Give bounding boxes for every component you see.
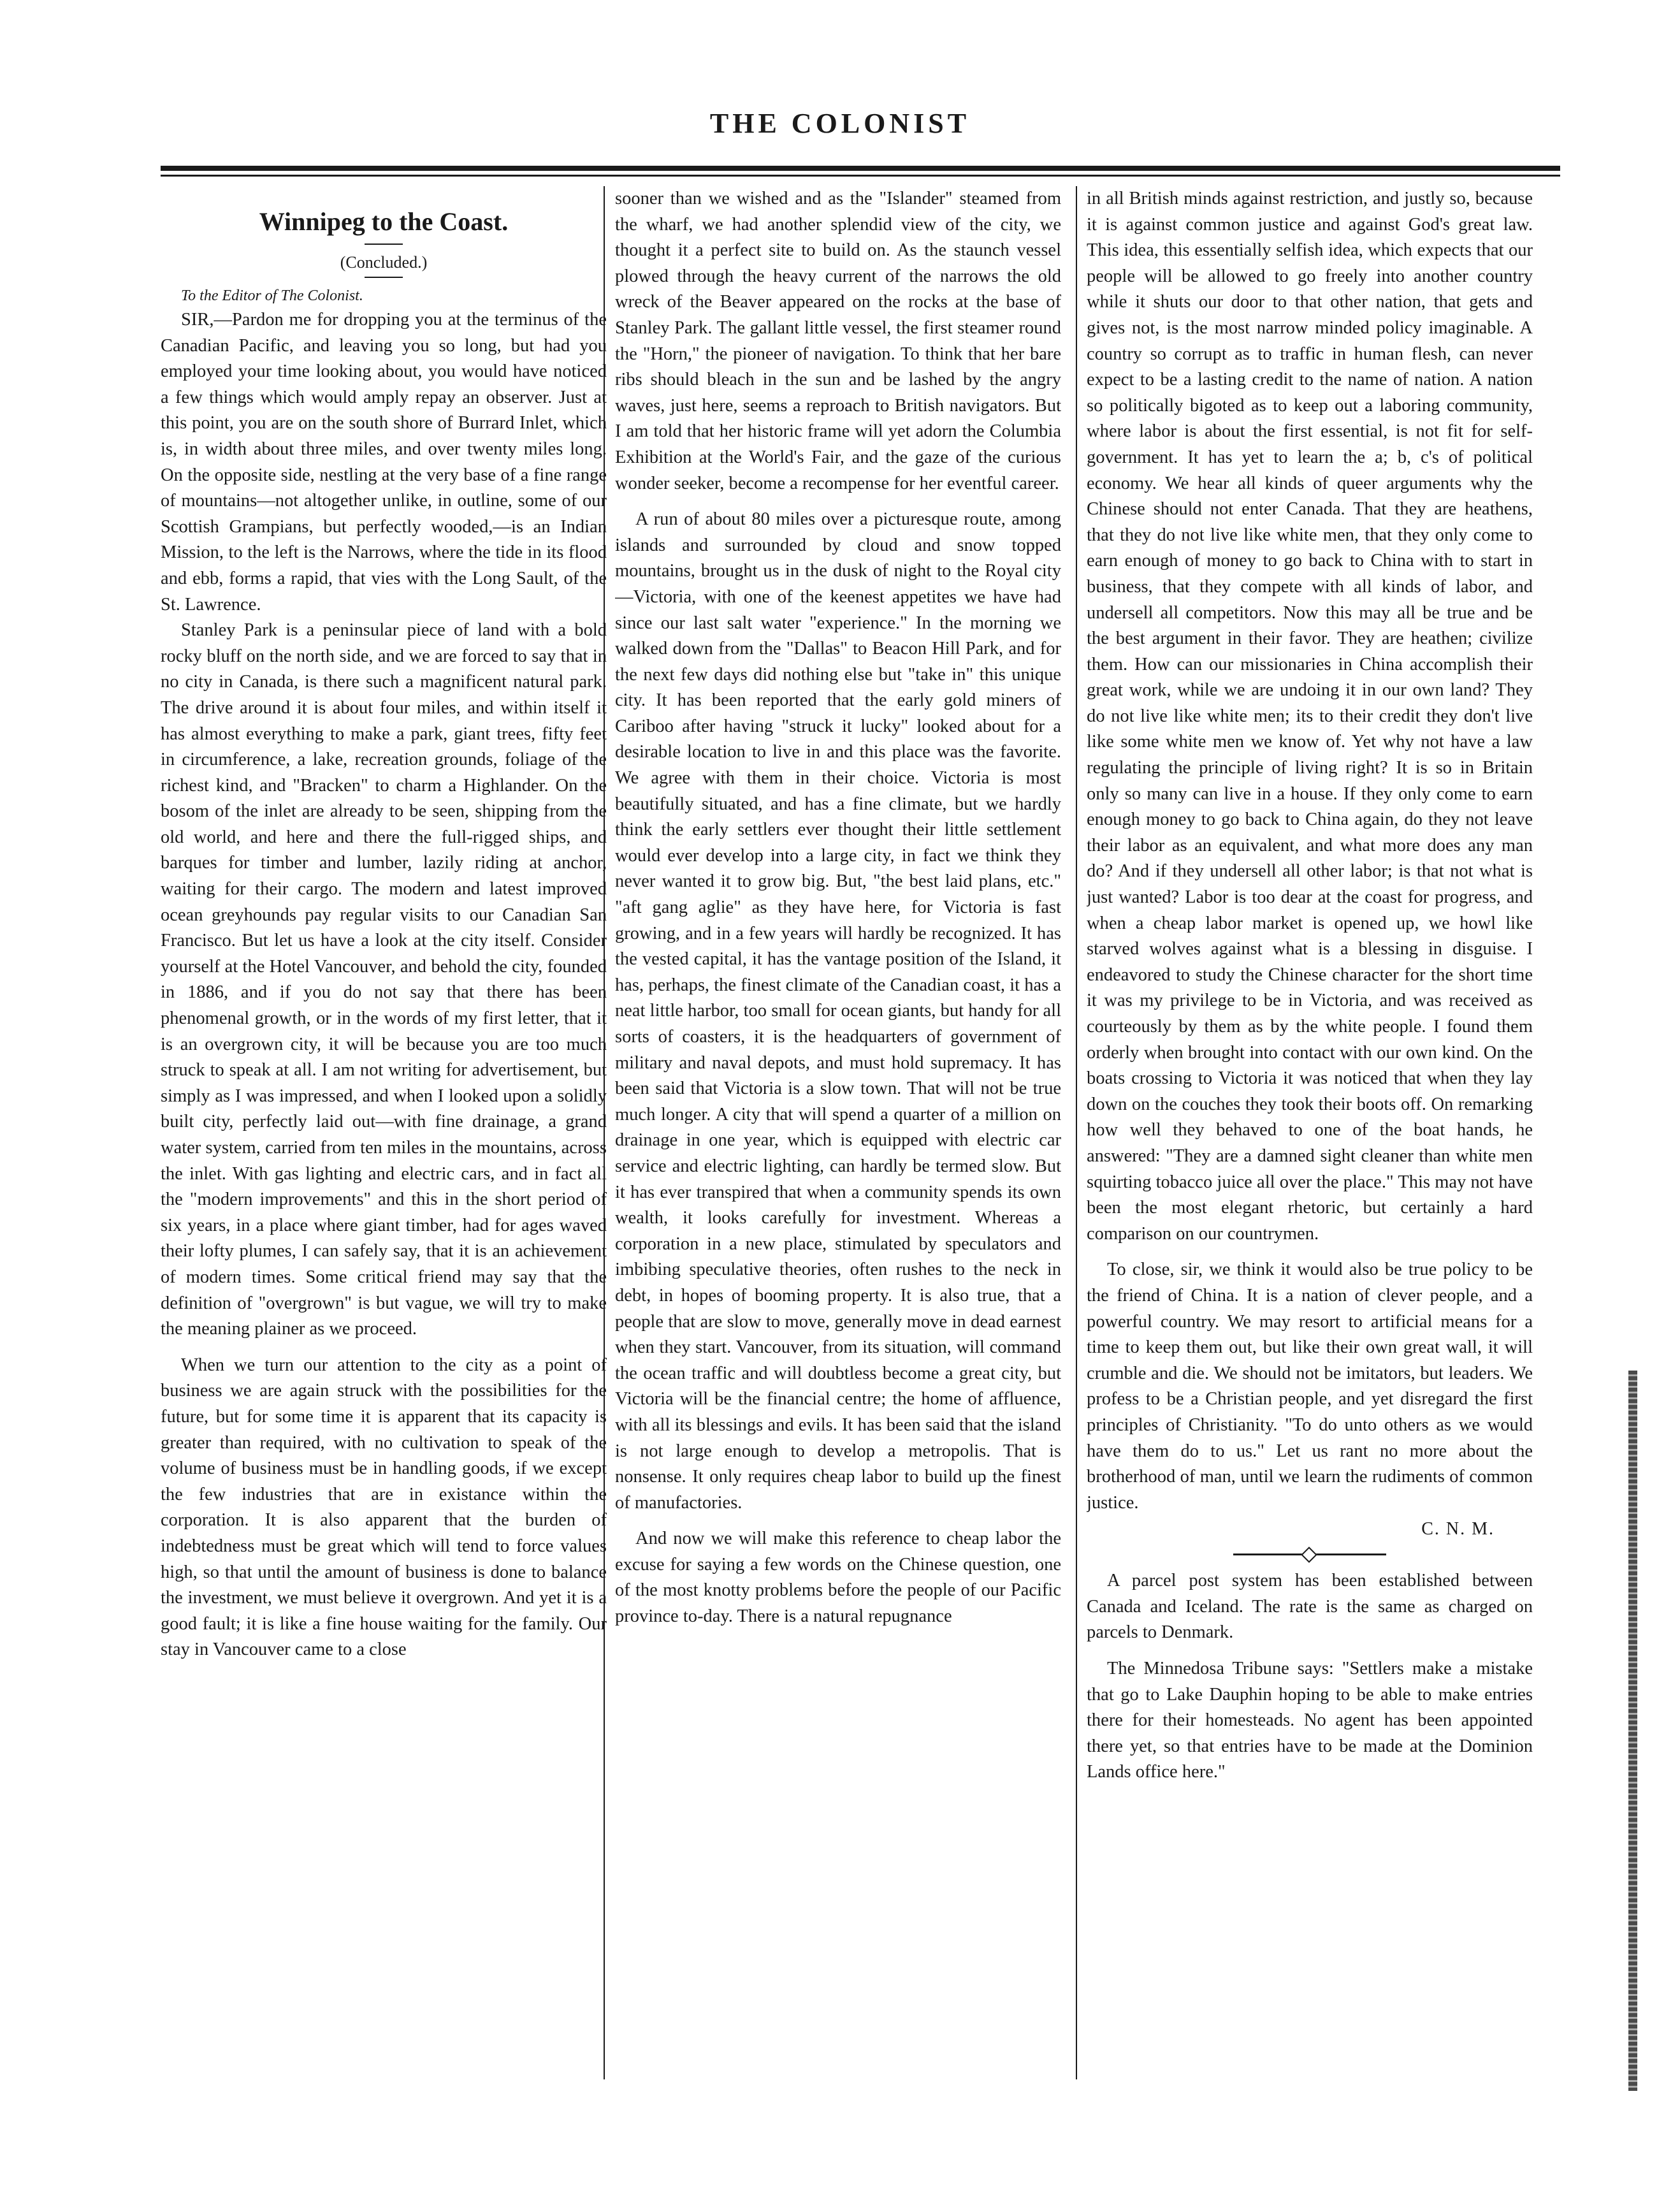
- article-paragraph: SIR,—Pardon me for dropping you at the terminus of the Canadian Pacific, and leaving you so long, but had you employed your time looking about, you would have noticed a few things which would amply repay an observer. Just at this point, you are on the south shore of Burrard Inlet, which is, in width about three miles, and over twenty miles long. On the opposite side, nestling at the very base of a fine range of mountains—not altogether unlike, in outline, some of our Scottish Grampians, but perfectly wooded,—is an Indian Mission, to the left is the Narrows, where the tide in its flood and ebb, forms a rapid, that vies with the Long Sault, of the St. Lawrence.: [161, 310, 607, 615]
- column-3: [1087, 186, 1533, 2118]
- headline-dash: [365, 244, 403, 245]
- article-subhead: (Concluded.): [340, 253, 428, 272]
- article-paragraph: When we turn our attention to the city as a point of business we are again struck with the possibilities for the future, but for some time it is apparent that its capacity is greater than required, with no cultivation to speak of the volume of business must be in handling goods, if we except the few industries that are in existance within the corporation. It is also apparent that the burden of indebtedness must be great which will tend to force values high, so that until the amount of business is done to balance the investment, we must believe it overgrown. And yet it is a good fault; it is like a fine house waiting for the family. Our stay in Vancouver came to a close: [161, 1355, 607, 1660]
- article-paragraph: Stanley Park is a peninsular piece of land with a bold rocky bluff on the north side, and we are forced to say that in no city in Canada, is there such a magnificent natural park. The drive around it is about four miles, and within itself it has almost everything to make a park, giant trees, fifty feet in circumference, a lake, recreation grounds, foliage of the richest kind, and "Bracken" to charm a Highlander. On the bosom of the inlet are already to be seen, shipping from the old world, and here and there the full-rigged ships, and barques for timber and lumber, lazily riding at anchor, waiting for their cargo. The modern and latest improved ocean greyhounds pay regular visits to our Canadian San Francisco. But let us have a look at the city itself. Consider yourself at the Hotel Vancouver, and behold the city, founded in 1886, and if you do not say that there has been phenomenal growth, or in the words of my first letter, that it is an overgrown city, it will be because you are too much struck to speak at all. I am not writing for advertisement, but simply as I was impressed, and when I looked upon a solidly built city, perfectly laid out—with fine drainage, a grand water system, carried from ten miles in the mountains, across the inlet. With gas lighting and electric cars, and in fact all the "modern improvements" and this in the short period of six years, in a place where giant timber, had for ages waved their lofty plumes, I can safely say, that it is an achievement of modern times. Some critical friend may say that the definition of "overgrown" is but vague, we will try to make the meaning plainer as we proceed.: [161, 620, 607, 1339]
- subhead-dash: [365, 277, 403, 278]
- news-note: A parcel post system has been established between Canada and Iceland. The rate is the same as charged on parcels to Denmark.: [1087, 1571, 1533, 1643]
- column-2: [615, 186, 1061, 2118]
- column-divider: [1076, 186, 1077, 2079]
- article-paragraph: A run of about 80 miles over a picturesque route, among islands and surrounded by cloud and snow topped mountains, brought us in the dusk of night to the Royal city—Victoria, with one of the keenest appetites we have had since our last salt water "experience." In the morning we walked down from the "Dallas" to Beacon Hill Park, and for the next few days did nothing else but "take in" this unique city. It has been reported that the early gold miners of Cariboo after having "struck it lucky" looked about for a desirable location to live in and this place was the favorite. We agree with them in their choice. Victoria is most beautifully situated, and has a fine climate, but we hardly think the early settlers ever thought their little settlement would ever develop into a large city, in fact we think they never wanted it to grow big. But, "the best laid plans, etc." "aft gang aglie" as they have here, for Victoria is fast growing, and in a few years will hardly be recognized. It has the vested capital, it has the vantage position of the Island, it has, perhaps, the finest climate of the Canadian coast, it has a neat little harbor, too small for ocean giants, but handy for all sorts of coasters, it is the headquarters of government of military and naval depots, and must hold supremacy. It has been said that Victoria is a slow town. That will not be true much longer. A city that will spend a quarter of a million on drainage in one year, which is equipped with electric car service and electric lighting, can hardly be termed slow. But it has ever transpired that when a community spends its own wealth, it looks carefully for investment. Whereas a corporation in a new place, stimulated by speculators and imbibing speculative theories, often rushes to the neck in debt, in hopes of booming property. It is also true, that a people that are slow to move, generally move in dead earnest when they start. Vancouver, from its situation, will command the ocean traffic and will doubtless become a great city, but Victoria will be the financial centre; the home of affluence, with all its blessings and evils. It has been said that the island is not large enough to develop a metropolis. That is nonsense. It only requires cheap labor to build up the finest of manufactories.: [615, 509, 1061, 1513]
- section-ornament: [1087, 1548, 1533, 1561]
- article-paragraph: To close, sir, we think it would also be true policy to be the friend of China. It is a nation of clever people, and a powerful country. We may resort to artificial means for a time to keep them out, but like their own great wall, it will crumble and die. We should not be imitators, but leaders. We profess to be a Christian people, and yet disregard the first principles of Christianity. "To do unto others as we would have them do to us." Let us rant no more about the brotherhood of man, until we learn the rudiments of common justice.: [1087, 1260, 1533, 1513]
- article-paragraph: sooner than we wished and as the "Islander" steamed from the wharf, we had another splendid view of the city, we thought it a perfect site to build on. As the staunch vessel plowed through the heavy current of the narrows the old wreck of the Beaver appeared on the rocks at the base of Stanley Park. The gallant little vessel, the first steamer round the "Horn," the pioneer of navigation. To think that her bare ribs should bleach in the sun and be lashed by the angry waves, just here, seems a reproach to British navigators. But I am told that her historic frame will yet adorn the Columbia Exhibition at the World's Fair, and the gaze of the curious wonder seeker, become a recompense for her eventful career.: [615, 189, 1061, 493]
- news-note: The Minnedosa Tribune says: "Settlers make a mistake that go to Lake Dauphin hoping to be able to make entries there for their homesteads. No agent has been appointed there yet, so that entries have to be made at the Dominion Lands office here.": [1087, 1659, 1533, 1782]
- masthead-title: THE COLONIST: [709, 108, 971, 139]
- article-salutation: To the Editor of The Colonist.: [181, 287, 363, 304]
- article-signature: C. N. M.: [1421, 1519, 1495, 1539]
- masthead-rule-thick: [161, 166, 1560, 171]
- article-paragraph: And now we will make this reference to cheap labor the excuse for saying a few words on the Chinese question, one of the most knotty problems before the people of our Pacific province to-day. There is a natural repugnance: [615, 1529, 1061, 1627]
- masthead-rule-thin: [161, 175, 1560, 177]
- ornament-diamond-icon: [1301, 1547, 1317, 1563]
- column-1: [161, 186, 607, 2118]
- article-headline: Winnipeg to the Coast.: [259, 207, 509, 236]
- article-paragraph: in all British minds against restriction, and justly so, because it is against common justice and against God's great law. This idea, this essentially selfish idea, which expects that our people will be allowed to go freely into another country while it shuts our door to that other nation, that gets and gives not, is the most narrow minded policy imaginable. A country so corrupt as to traffic in human flesh, can never expect to be a lasting credit to the name of nation. A nation so politically bigoted as to keep out a laboring community, where labor is about the first essential, is not fit for self-government. It has yet to learn the a; b, c's of political economy. We hear all kinds of queer arguments why the Chinese should not enter Canada. That they are heathens, that they do not live like white men, that they only come to earn enough of money to go back to China with to start in business, that they compete with all kinds of labor, and undersell all competitors. Now this may all be true and be the best argument in their favor. They are heathen; civilize them. How can our missionaries in China accomplish their great work, while we are undoing it in our own land? They do not live like white men; its to their credit they don't live like some white men we know of. Yet why not have a law regulating the principle of living right? It is so in Britain only so many can live in a house. If they only come to earn enough money to go back to China again, do they not leave their labor as an equivalent, and what more does any man do? And if they undersell all other labor; is that not what is just wanted? Labor is too dear at the coast for progress, and when a cheap labor market is opened up, we howl like starved wolves against what is a blessing in disguise. I endeavored to study the Chinese character for the short time it was my privilege to be in Victoria, and was received as courteously by them as by the white people. I found them orderly when brought into contact with our own kind. On the boats crossing to Victoria it was noticed that when they lay down on the couches they took their boots off. On remarking how well they behaved to one of the boat hands, he answered: "They are a damned sight cleaner than white men squirting tobacco juice all over the place." This may not have been the most elegant rhetoric, but certainly a hard comparison on our countrymen.: [1087, 189, 1533, 1244]
- binding-edge: [1628, 1371, 1637, 2091]
